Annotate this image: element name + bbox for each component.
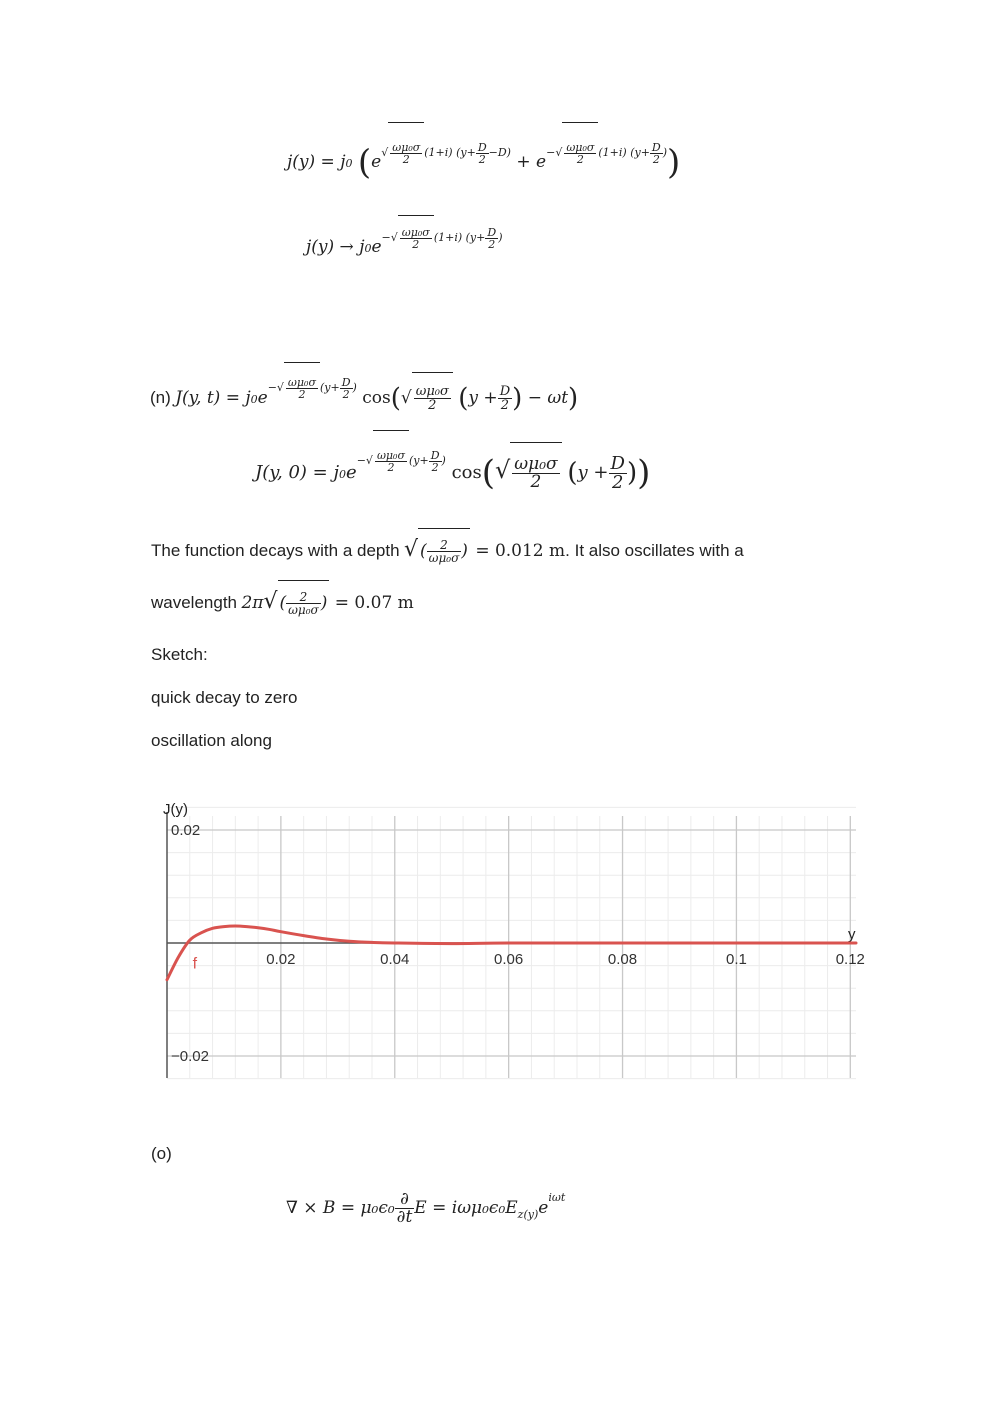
wavelength-sentence: wavelength 2π√ ( $\frac{2}{\text{ωμ₀σ}}$ ) = 0.07 m xyxy=(151,580,414,624)
x-tick-label: 0.12 xyxy=(835,951,865,968)
equation-5: ∇ × B = μ₀ϵ₀ $\frac{\partial}{\partial t}$ $E = i\omega\mu_0\epsilon_0E_{z(y)}e^{i\omega t}$ xyxy=(286,1189,566,1227)
part-o-label: (o) xyxy=(151,1144,172,1163)
sketch-label: Sketch: xyxy=(151,645,208,664)
equation-4: J(y, $0) = j0e^{-√ \frac{\text{ωμ₀σ}}{2} (y+ \frac{D}{2} )}$ cos(√ $\frac{\text{ωμ₀σ}}{2}$ (y + $\frac{D}{2}$ )) xyxy=(255,440,650,500)
series-label: f xyxy=(192,955,198,973)
y-tick-label: −0.02 xyxy=(171,1048,209,1065)
x-tick-label: 0.02 xyxy=(266,951,296,968)
x-tick-label: 0.04 xyxy=(380,951,410,968)
sketch-line-2: oscillation along xyxy=(151,731,272,750)
decay-sentence: The function decays with a depth √ ( $\frac{2}{\text{ωμ₀σ}}$ ) = 0.012 m. It also oscillates with a xyxy=(151,528,744,572)
sketch-line-1: quick decay to zero xyxy=(151,688,298,707)
x-tick-label: 0.06 xyxy=(494,951,524,968)
x-tick-label: 0.1 xyxy=(725,951,747,968)
equation-3: (n) J(y, $t) = j0e^{-√ \frac{\text{ωμ₀σ}}{2} (y+ \frac{D}{2} )}$ cos(√ $\frac{\text{ωμ₀σ}}{2}$ (y + $\frac{D}{2}$ ) − ωt) xyxy=(150,372,578,422)
y-tick-label: 0.02 xyxy=(171,822,201,839)
equation-2: $j(y) \to j0e^{-√ \frac{\text{ωμ₀σ}}{2} (1+i) (y+ \frac{D}{2} )}$ xyxy=(306,225,502,269)
y-axis-label: J(y) xyxy=(163,801,188,818)
x-axis-label: y xyxy=(848,926,856,943)
part-n-label: (n) xyxy=(150,388,171,407)
sketch-chart xyxy=(150,800,870,1090)
equation-1: j(y) = j0 $(e^{√ \frac{\text{ωμ₀σ}}{2} (1+i) (y+ \frac{D}{2} -D)} + e^{-√ \frac{\text{ωμ₀σ}}{2} (1+i) (y+ \frac{D}{2} )})$ xyxy=(287,132,680,192)
x-tick-label: 0.08 xyxy=(607,951,638,968)
